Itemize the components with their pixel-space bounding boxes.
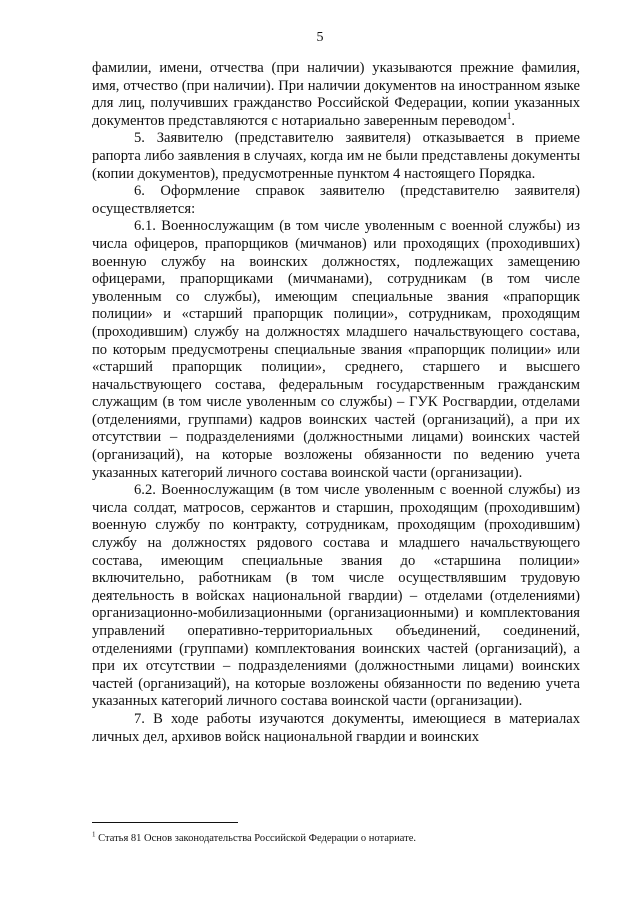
document-body [92,60,580,746]
footnote-text: Статья 81 Основ законодательства Российской Федерации о нотариате. [98,833,417,844]
footnote-reference[interactable]: 1 [506,110,512,121]
paragraph-5: 5. Заявителю (представителю заявителя) отказывается в приеме рапорта либо заявления в случаях, когда им не были представлены документы (копии документов), предусмотренные пунктом 4 настоящего Порядка. [92,130,580,182]
paragraph-text: фамилии, имени, отчества (при наличии) указываются прежние фамилия, имя, отчество (при наличии). При наличии документов на иностранном языке для лиц, получивших гражданство Российской Федерации, копии указанных документов представляются с нотариально заверенным переводом [92,60,580,129]
paragraph-7: 7. В ходе работы изучаются документы, имеющиеся в материалах личных дел, архивов войск национальной гвардии и воинских [92,710,580,745]
footnote [92,832,580,845]
paragraph-6: 6. Оформление справок заявителю (представителю заявителя) осуществляется: [92,183,580,217]
footnote-marker: 1 [92,830,96,839]
paragraph-6-2: 6.2. Военнослужащим (в том числе уволенным с военной службы) из числа солдат, матросов, сержантов и старшин, проходящим (проходившим) военную службу по контракту, сотрудникам, проходящим (проходившим) службу на должностях рядового состава и младшего начальствующего состава, имеющим специальные звания до «старшина полиции» включительно, работникам (в том числе осуществлявшим трудовую деятельность в войсках национальной гвардии) – отделами (отделениями) организационно-мобилизационными (организационными) и комплектования управлений оперативно-территориальных объединений, соединений, отделениями (группами) комплектования воинских частей (организаций), а при их отсутствии – подразделениями (должностными лицами) воинских частей (организаций), на которые возложены обязанности по ведению учета указанных категорий личного состава воинской части (организации). [92,482,580,710]
footnote-divider [92,822,238,823]
paragraph-continuation: фамилии, имени, отчества (при наличии) указываются прежние фамилия, имя, отчество (при наличии). При наличии документов на иностранном языке для лиц, получивших гражданство Российской Федерации, копии указанных документов представляются с нотариально заверенным переводом$^1$. [92,60,580,129]
page-number: 5 [316,30,324,45]
paragraph-6-1: 6.1. Военнослужащим (в том числе уволенным с военной службы) из числа офицеров, прапорщиков (мичманов) или проходящих (проходивших) военную службу на воинских должностях, подлежащих замещению офицерами, прапорщиками (мичманами), сотрудникам (в том числе уволенным со службы), имеющим специальные звания «прапорщик полиции» и «старший прапорщик полиции», сотрудникам, проходящим (проходившим) службу на должностях младшего начальствующего состава, по которым предусмотрены специальные звания «прапорщик полиции» или «старший прапорщик полиции», среднего, старшего и высшего начальствующего состава, федеральным государственным гражданским служащим (в том числе уволенным со службы) – ГУК Росгвардии, отделами (отделениями, группами) кадров воинских частей (организаций), а при их отсутствии – подразделениями (должностными лицами) воинских частей (организаций), на которые возложены обязанности по ведению учета указанных категорий личного состава воинской части (организации). [92,218,580,481]
